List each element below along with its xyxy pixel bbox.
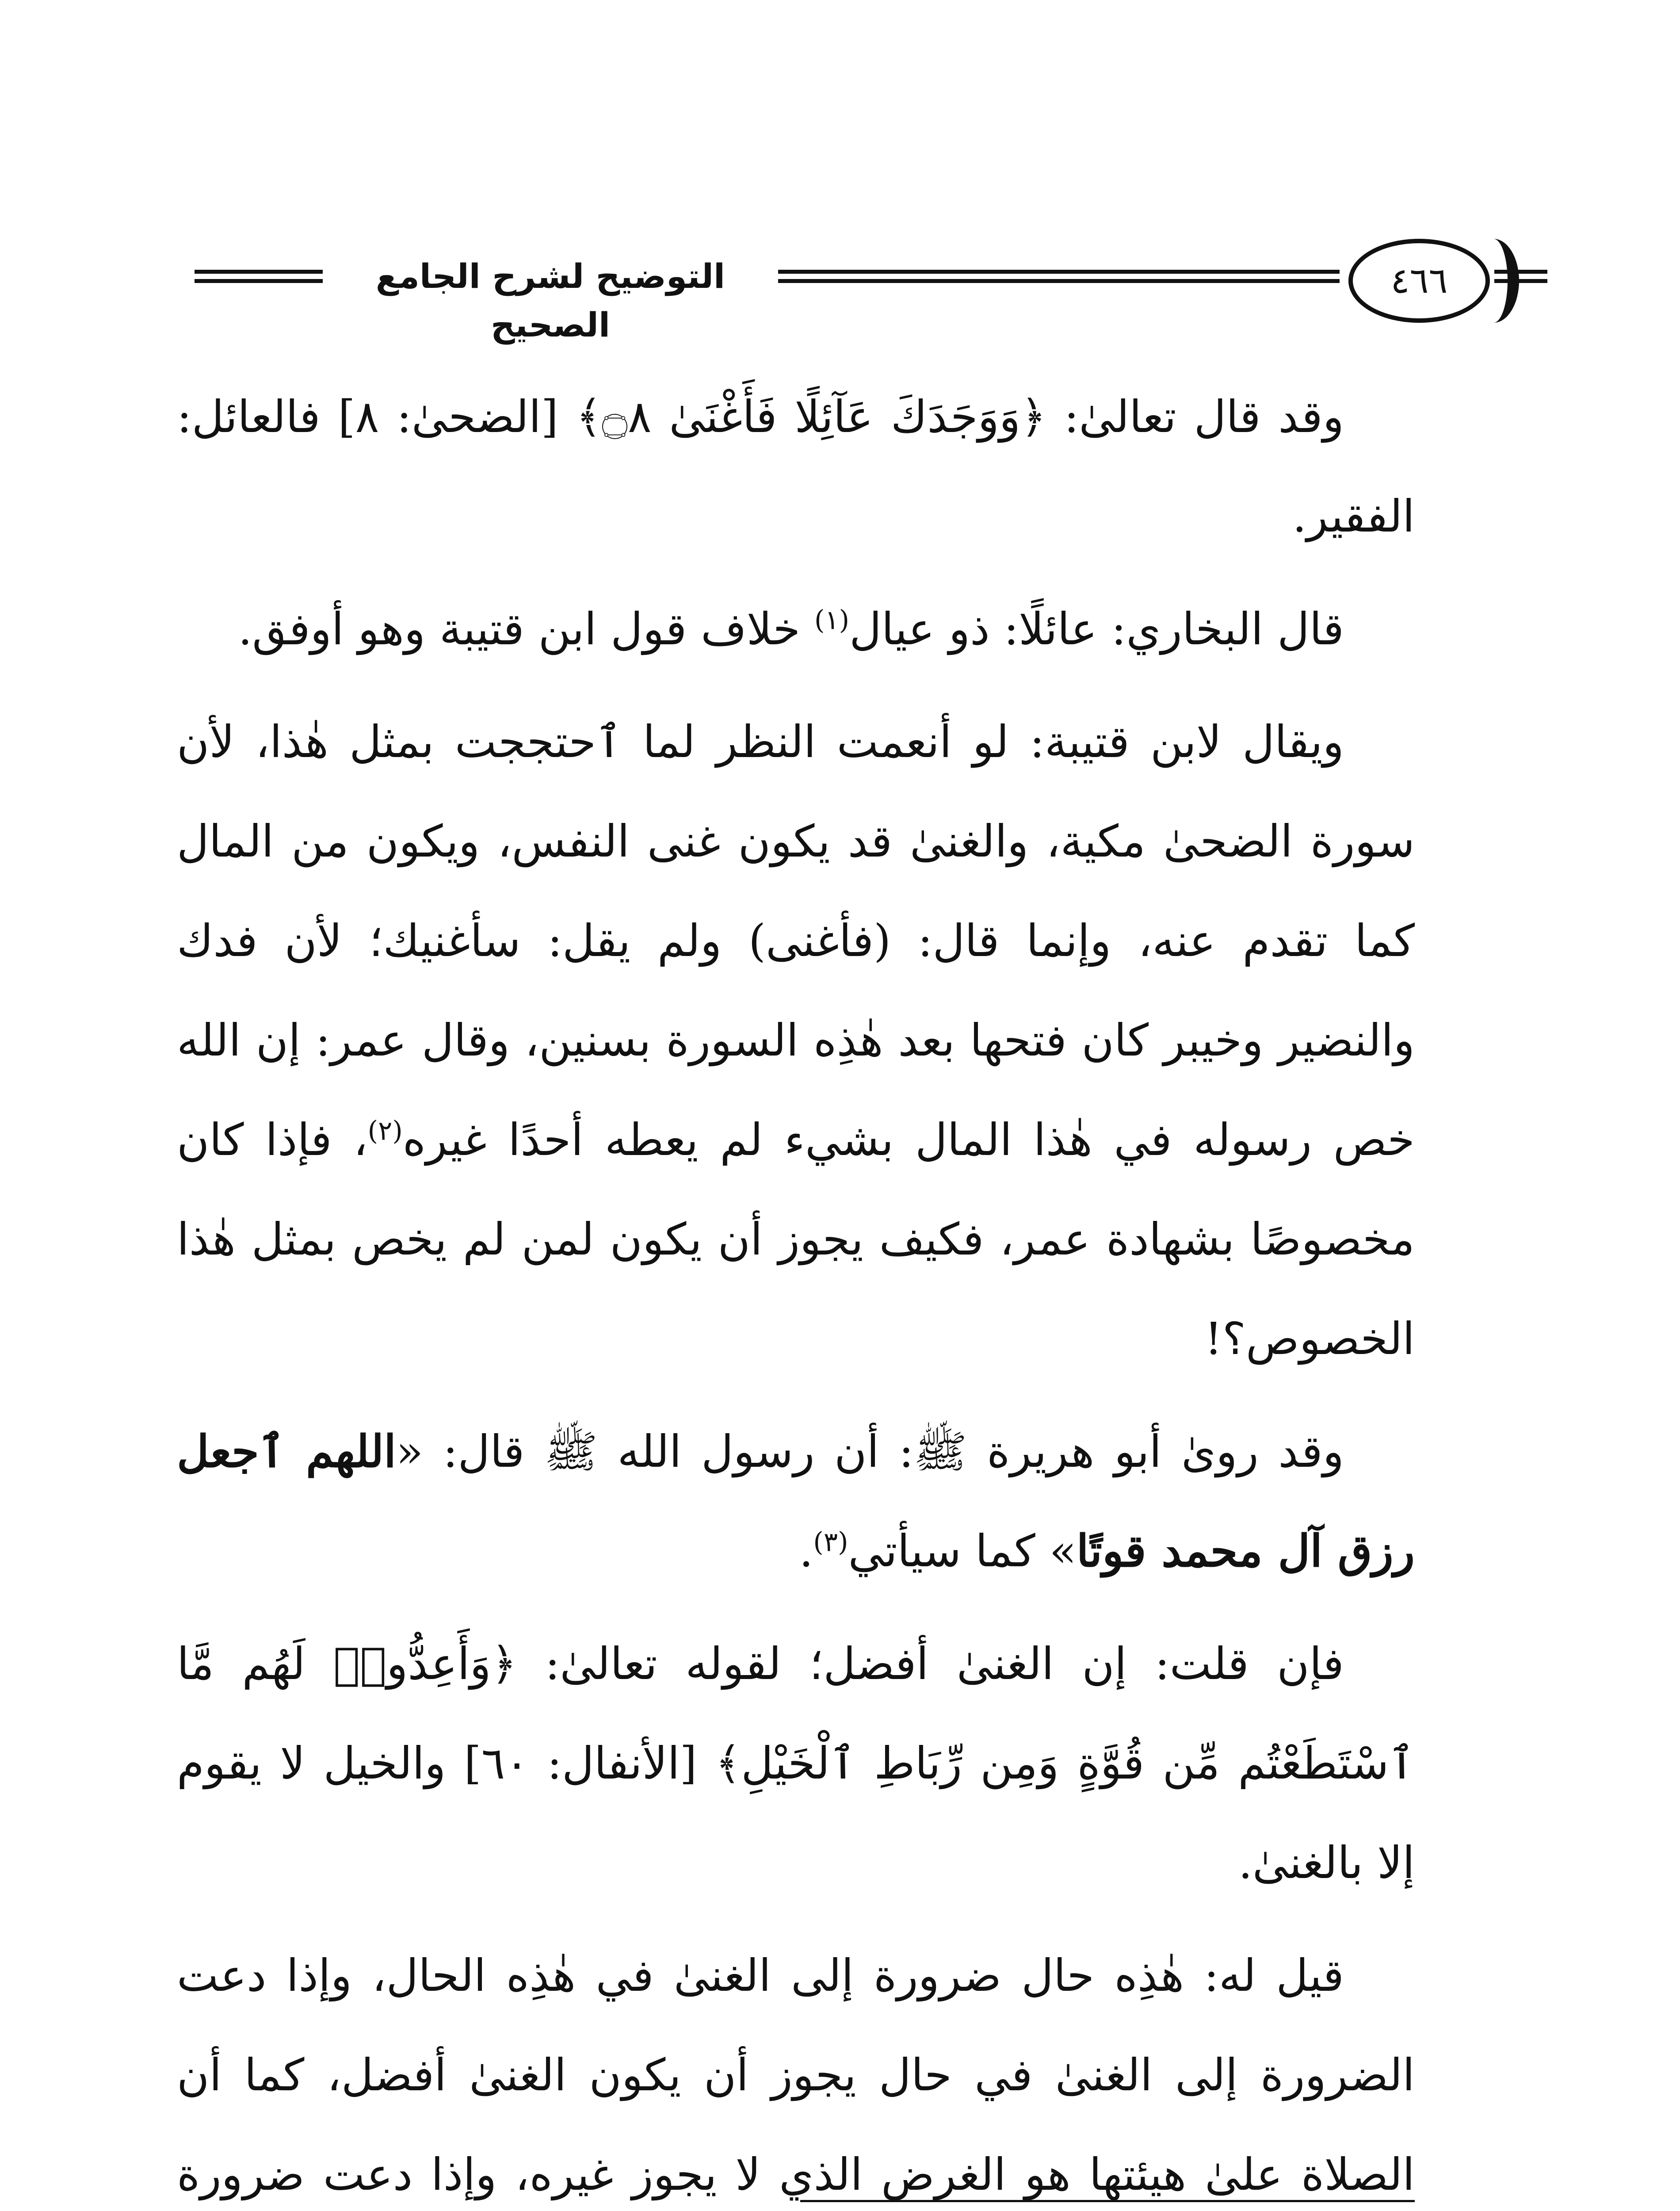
paragraph-1-text: وقد قال تعالىٰ: ﴿وَوَجَدَكَ عَآئِلًا فَأَغْنَىٰ ۝٨﴾ [الضحىٰ: ٨] فالعائل: الفقير. bbox=[177, 391, 1415, 542]
footnote-separator bbox=[800, 2200, 1415, 2202]
paragraph-4 bbox=[177, 1402, 1415, 1601]
paragraph-2 bbox=[177, 579, 1415, 679]
running-header bbox=[195, 239, 1547, 344]
paragraph-6-text: قيل له: هٰذِه حال ضرورة إلى الغنىٰ في هٰذِه الحال، وإذا دعت الضرورة إلى الغنىٰ في حال يجوز أن يكون الغنىٰ أفضل، كما أن الصلاة علىٰ هيئتها هو الغرض الذي لا يجوز غيره، وإذا دعت ضرورة bbox=[177, 1950, 1415, 2200]
header-rule-middle bbox=[778, 270, 1340, 283]
paragraph-6 bbox=[177, 1926, 1415, 2211]
paragraph-5-text: فإن قلت: إن الغنىٰ أفضل؛ لقوله تعالىٰ: ﴿وَأَعِدُّوا۟ لَهُم مَّا ٱسْتَطَعْتُم مِّن قُوَّةٍ وَمِن رِّبَاطِ ٱلْخَيْلِ﴾ [الأنفال: ٦٠] والخيل لا يقوم إلا بالغنىٰ. bbox=[177, 1638, 1415, 1889]
page-number: ٤٦٦ bbox=[1348, 239, 1490, 323]
paragraph-3 bbox=[177, 692, 1415, 1389]
footnote-ref-1[interactable]: (١) bbox=[814, 604, 850, 636]
paragraph-4-text-b: » كما سيأتي bbox=[848, 1525, 1077, 1577]
footnote-ref-2[interactable]: (٢) bbox=[367, 1115, 403, 1147]
header-rule-right bbox=[1494, 270, 1547, 283]
paragraph-4-text-a: وقد روىٰ أبو هريرة ﷺ: أن رسول الله ﷺ قال: « bbox=[396, 1426, 1344, 1477]
paragraph-5 bbox=[177, 1614, 1415, 1913]
main-text bbox=[177, 367, 1415, 2211]
footnote-ref-3[interactable]: (٣) bbox=[813, 1526, 848, 1558]
paragraph-4-text-c: . bbox=[799, 1525, 813, 1577]
paragraph-2-text-b: خلاف قول ابن قتيبة وهو أوفق. bbox=[238, 603, 815, 655]
paragraph-1 bbox=[177, 367, 1415, 566]
header-rule-left bbox=[195, 270, 323, 283]
book-title: التوضيح لشرح الجامع الصحيح bbox=[375, 256, 725, 344]
hadith-quote: اللهم ٱجعل رزق آل محمد قوتًا bbox=[177, 1425, 1415, 1577]
paragraph-3-text-b: ، فإذا كان مخصوصًا بشهادة عمر، فكيف يجوز أن يكون لمن لم يخص بمثل هٰذا الخصوص؟! bbox=[177, 1114, 1415, 1365]
paragraph-3-text-a: ويقال لابن قتيبة: لو أنعمت النظر لما ٱحتججت بمثل هٰذا، لأن سورة الضحىٰ مكية، والغنىٰ قد يكون غنى النفس، ويكون من المال كما تقدم عنه، وإنما قال: (فأغنى) ولم يقل: سأغنيك؛ لأن فدك والنضير وخيبر كان فتحها بعد هٰذِه السورة بسنين، وقال عمر: إن الله خص رسوله في هٰذا المال بشيء لم يعطه أحدًا غيره bbox=[177, 716, 1415, 1166]
paragraph-2-text-a: قال البخاري: عائلًا: ذو عيال bbox=[849, 603, 1344, 655]
